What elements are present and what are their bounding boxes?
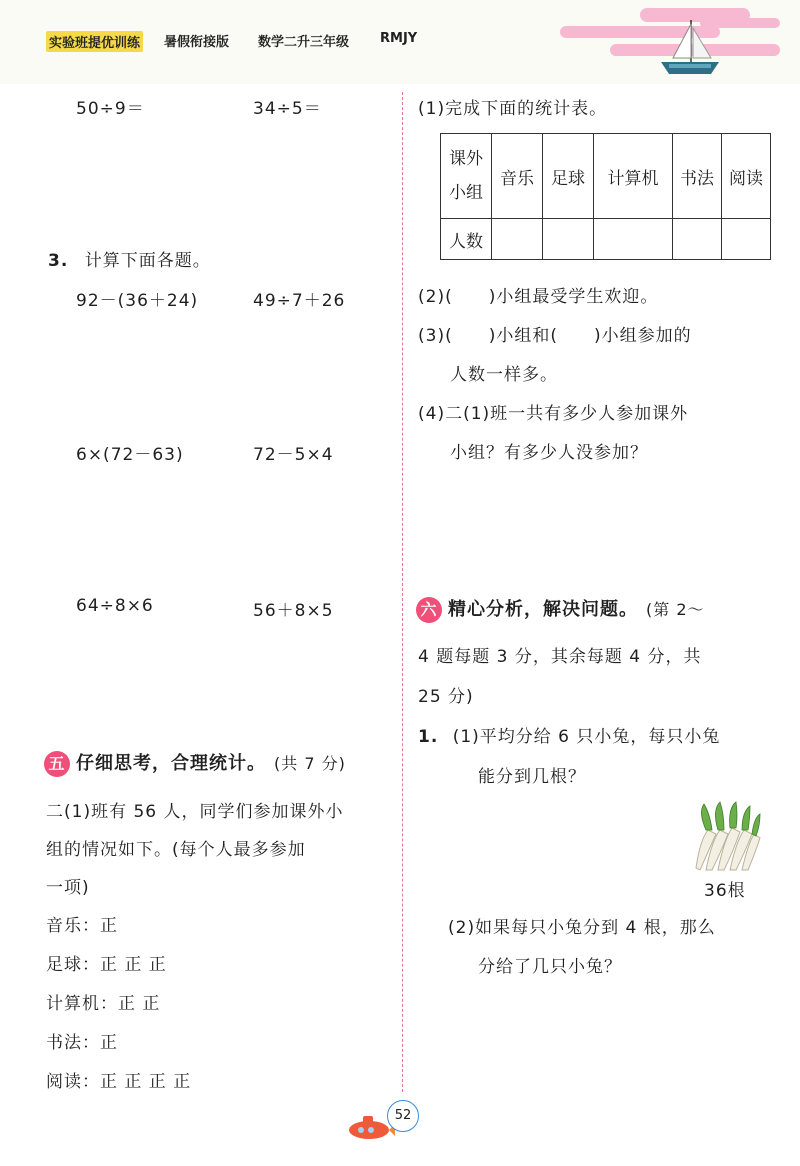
tally-row <box>46 950 167 975</box>
brand-title: 实验班提优训练 <box>46 31 143 52</box>
section-title: 精心分析，解决问题。 <box>448 599 638 620</box>
table-answer-cell[interactable] <box>543 219 594 260</box>
tally-row <box>46 989 160 1014</box>
edition-label: 暑假衔接版 <box>164 35 230 50</box>
sub-question-3-cont: 人数一样多。 <box>450 365 558 385</box>
sailboat-icon <box>655 18 725 80</box>
tally-marks: 正 正 <box>118 994 161 1014</box>
problem-1-part-2: (2)如果每只小兔分到 4 根，那么 <box>448 918 716 938</box>
expression: 34÷5＝ <box>253 99 322 119</box>
radish-count-label: 36根 <box>704 881 746 901</box>
section-6-heading <box>416 595 705 623</box>
tally-row <box>46 1028 118 1053</box>
tally-label: 书法： <box>46 1033 100 1053</box>
statistics-table <box>440 133 771 260</box>
table-header-cell: 阅读 <box>722 134 771 219</box>
table-header-cell: 计算机 <box>594 134 673 219</box>
expression: 64÷8×6 <box>76 596 154 616</box>
tally-marks: 正 <box>100 916 118 936</box>
question-3 <box>48 246 211 271</box>
tally-marks: 正 正 正 <box>100 955 167 975</box>
expression: 56＋8×5 <box>253 601 334 621</box>
paragraph-line: 一项) <box>46 878 90 898</box>
problem-1 <box>418 722 720 747</box>
tally-label: 足球： <box>46 955 100 975</box>
column-divider <box>402 92 403 1092</box>
table-header-cell: 足球 <box>543 134 594 219</box>
expression: 92－(36＋24) <box>76 291 199 311</box>
tally-label: 音乐： <box>46 916 100 936</box>
sub-question-1: (1)完成下面的统计表。 <box>418 99 608 119</box>
tally-label: 阅读： <box>46 1072 100 1092</box>
problem-text: (1)平均分给 6 只小兔，每只小兔 <box>452 727 721 747</box>
section-score-note: (第 2～ <box>646 600 705 619</box>
table-answer-cell[interactable] <box>492 219 543 260</box>
expression: 72－5×4 <box>253 445 334 465</box>
section-score-note-cont: 4 题每题 3 分，其余每题 4 分，共 <box>418 647 702 667</box>
radish-bundle-image <box>688 800 762 872</box>
corner-label: 小组 <box>449 183 483 203</box>
tally-marks: 正 正 正 正 <box>100 1072 192 1092</box>
sub-question-4: (4)二(1)班一共有多少人参加课外 <box>418 404 689 424</box>
sub-question-2: (2)( )小组最受学生欢迎。 <box>418 287 659 307</box>
table-answer-cell[interactable] <box>673 219 722 260</box>
question-number: 1. <box>418 727 439 747</box>
table-header-cell: 音乐 <box>492 134 543 219</box>
publisher-label: RMJY <box>380 31 418 46</box>
section-number-badge: 六 <box>416 597 442 623</box>
subject-label: 数学二升三年级 <box>258 35 350 50</box>
sub-question-3: (3)( )小组和( )小组参加的 <box>418 326 692 346</box>
expression: 50÷9＝ <box>76 99 145 119</box>
section-5-heading <box>44 749 346 777</box>
page-header <box>0 0 800 84</box>
paragraph-line: 二(1)班有 56 人，同学们参加课外小 <box>46 802 344 822</box>
table-header-row <box>441 134 771 219</box>
table-answer-cell[interactable] <box>722 219 771 260</box>
tally-marks: 正 <box>100 1033 118 1053</box>
question-text: 计算下面各题。 <box>84 251 211 271</box>
table-corner-cell <box>441 134 492 219</box>
tally-label: 计算机： <box>46 994 118 1014</box>
expression: 49÷7＋26 <box>253 291 346 311</box>
corner-label: 课外 <box>449 149 483 169</box>
paragraph-line: 组的情况如下。(每个人最多参加 <box>46 840 306 860</box>
sub-question-4-cont: 小组？有多少人没参加？ <box>450 443 648 463</box>
table-header-cell: 书法 <box>673 134 722 219</box>
expression: 6×(72－63) <box>76 445 184 465</box>
question-number: 3. <box>48 251 69 271</box>
section-number-badge: 五 <box>44 751 70 777</box>
section-score-note: (共 7 分) <box>274 754 346 773</box>
tally-row <box>46 911 118 936</box>
problem-text-cont: 能分到几根？ <box>478 767 586 787</box>
table-row <box>441 219 771 260</box>
section-title: 仔细思考，合理统计。 <box>76 753 266 774</box>
table-row-label: 人数 <box>441 219 492 260</box>
section-score-note-cont: 25 分) <box>418 687 474 707</box>
table-answer-cell[interactable] <box>594 219 673 260</box>
tally-row <box>46 1067 191 1092</box>
page-number: 52 <box>387 1100 419 1132</box>
problem-text-cont: 分给了几只小兔？ <box>478 957 622 977</box>
